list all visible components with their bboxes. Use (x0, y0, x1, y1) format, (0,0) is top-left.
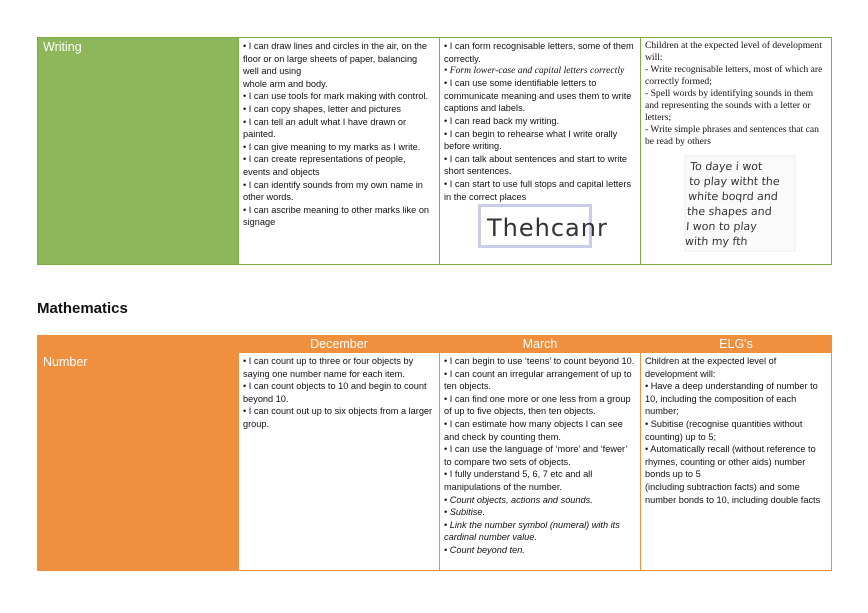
writing-march-item: • I can use some identifiable letters to communicate meaning and uses them to write captions and labels. (444, 78, 632, 114)
number-december-item: • I can count objects to 10 and begin to count beyond 10. (243, 381, 427, 404)
header-elgs: ELG's (641, 336, 832, 353)
writing-march-item: • I can start to use full stops and capital letters in the correct places (444, 178, 632, 202)
writing-elg-item: - Write simple phrases and sentences that can be read by others (645, 124, 819, 147)
writing-table (37, 37, 832, 265)
mathematics-table (37, 335, 832, 571)
writing-december-item: • I can copy shapes, letter and pictures (243, 103, 401, 114)
number-march-item: • Count beyond ten. (444, 544, 525, 555)
writing-december-item: • I can give meaning to my marks as I write. (243, 141, 421, 152)
number-march-item: • Count objects, actions and sounds. (444, 494, 593, 505)
writing-march-item: • I can read back my writing. (444, 115, 560, 126)
number-category-cell (38, 353, 239, 571)
number-elg-item: (including subtraction facts) and some number bonds to 10, including double facts (645, 481, 821, 505)
number-march-item: • Link the number symbol (numeral) with its cardinal number value. (444, 519, 620, 543)
handwriting-line: with my fth (684, 235, 748, 248)
number-march-item: • Subitise. (444, 507, 486, 518)
handwriting-line: I won to play (685, 220, 758, 233)
writing-category-cell (38, 38, 239, 265)
writing-december-item: • I can tell an adult what I have drawn or painted. (243, 116, 407, 140)
header-march: March (440, 336, 641, 353)
number-elg-item: • Subitise (recognise quantities without counting) up to 5; (645, 418, 803, 442)
mathematics-heading: Mathematics (37, 300, 128, 317)
number-march-item: • I can count an irregular arrangement of up to ten objects. (444, 368, 632, 392)
handwriting-line: to play witht the (688, 175, 781, 188)
number-category-label: Number (43, 355, 88, 369)
writing-december-item: whole arm and body. (243, 78, 328, 89)
number-march-item: • I can use the language of ‘more’ and ‘fewer’ to compare two sets of objects. (444, 444, 628, 467)
writing-december-item: • I can draw lines and circles in the air, on the floor or on large sheets of paper, balancing well and using (243, 41, 428, 77)
writing-elg-cell (641, 38, 832, 265)
handwriting-line: white boqrd and (687, 190, 779, 203)
writing-march-item: • I can begin to rehearse what I write orally before writing. (444, 128, 618, 152)
writing-december-item: • I can ascribe meaning to other marks like on signage (243, 204, 430, 228)
header-empty-cell (38, 336, 239, 353)
number-elg-item: Children at the expected level of development will: (645, 356, 777, 379)
header-december: December (239, 336, 440, 353)
number-march-item: • I fully understand 5, 6, 7 etc and all manipulations of the number. (444, 469, 593, 492)
number-december-item: • I can count out up to six objects from a larger group. (243, 406, 433, 429)
writing-elg-item: - Spell words by identifying sounds in them and representing the sounds with a letter or letters; (645, 88, 814, 123)
writing-december-item: • I can create representations of people, events and objects (243, 154, 406, 177)
handwriting-line: the shapes and (686, 205, 773, 218)
writing-december-item: • I can use tools for mark making with control. (243, 91, 428, 102)
number-elg-item: • Have a deep understanding of number to 10, including the composition of each number; (645, 381, 818, 417)
number-december-item: • I can count up to three or four objects by saying one number name for each item. (243, 356, 414, 379)
handwriting-sample-text: Thehcanr (487, 214, 608, 243)
number-elg-cell (641, 353, 832, 571)
writing-march-cell (440, 38, 641, 265)
writing-december-cell (239, 38, 440, 265)
handwriting-sentence-image (685, 156, 795, 251)
writing-elg-item: Children at the expected level of development will: (645, 40, 822, 63)
writing-march-item: • I can talk about sentences and start to write short sentences. (444, 153, 627, 177)
writing-elg-item: - Write recognisable letters, most of which are correctly formed; (645, 64, 823, 87)
writing-december-item: • I can identify sounds from my own name in other words. (243, 179, 423, 203)
handwriting-line: To daye i wot (689, 160, 763, 173)
writing-march-item: • I can form recognisable letters, some of them correctly. (444, 41, 634, 64)
number-elg-item: • Automatically recall (without reference to rhymes, counting or other aids) number bonds up to 5 (645, 444, 816, 480)
handwriting-sample-image (479, 205, 608, 247)
number-march-item: • I can begin to use ‘teens’ to count beyond 10. (444, 356, 635, 366)
writing-march-item: • Form lower-case and capital letters correctly (444, 65, 625, 77)
number-march-item: • I can find one more or one less from a group of up to five objects, then ten objects. (444, 393, 631, 417)
number-march-cell (440, 353, 641, 571)
writing-category-label: Writing (43, 40, 82, 54)
number-march-item: • I can estimate how many objects I can see and check by counting them. (444, 418, 623, 442)
number-december-cell (239, 353, 440, 571)
